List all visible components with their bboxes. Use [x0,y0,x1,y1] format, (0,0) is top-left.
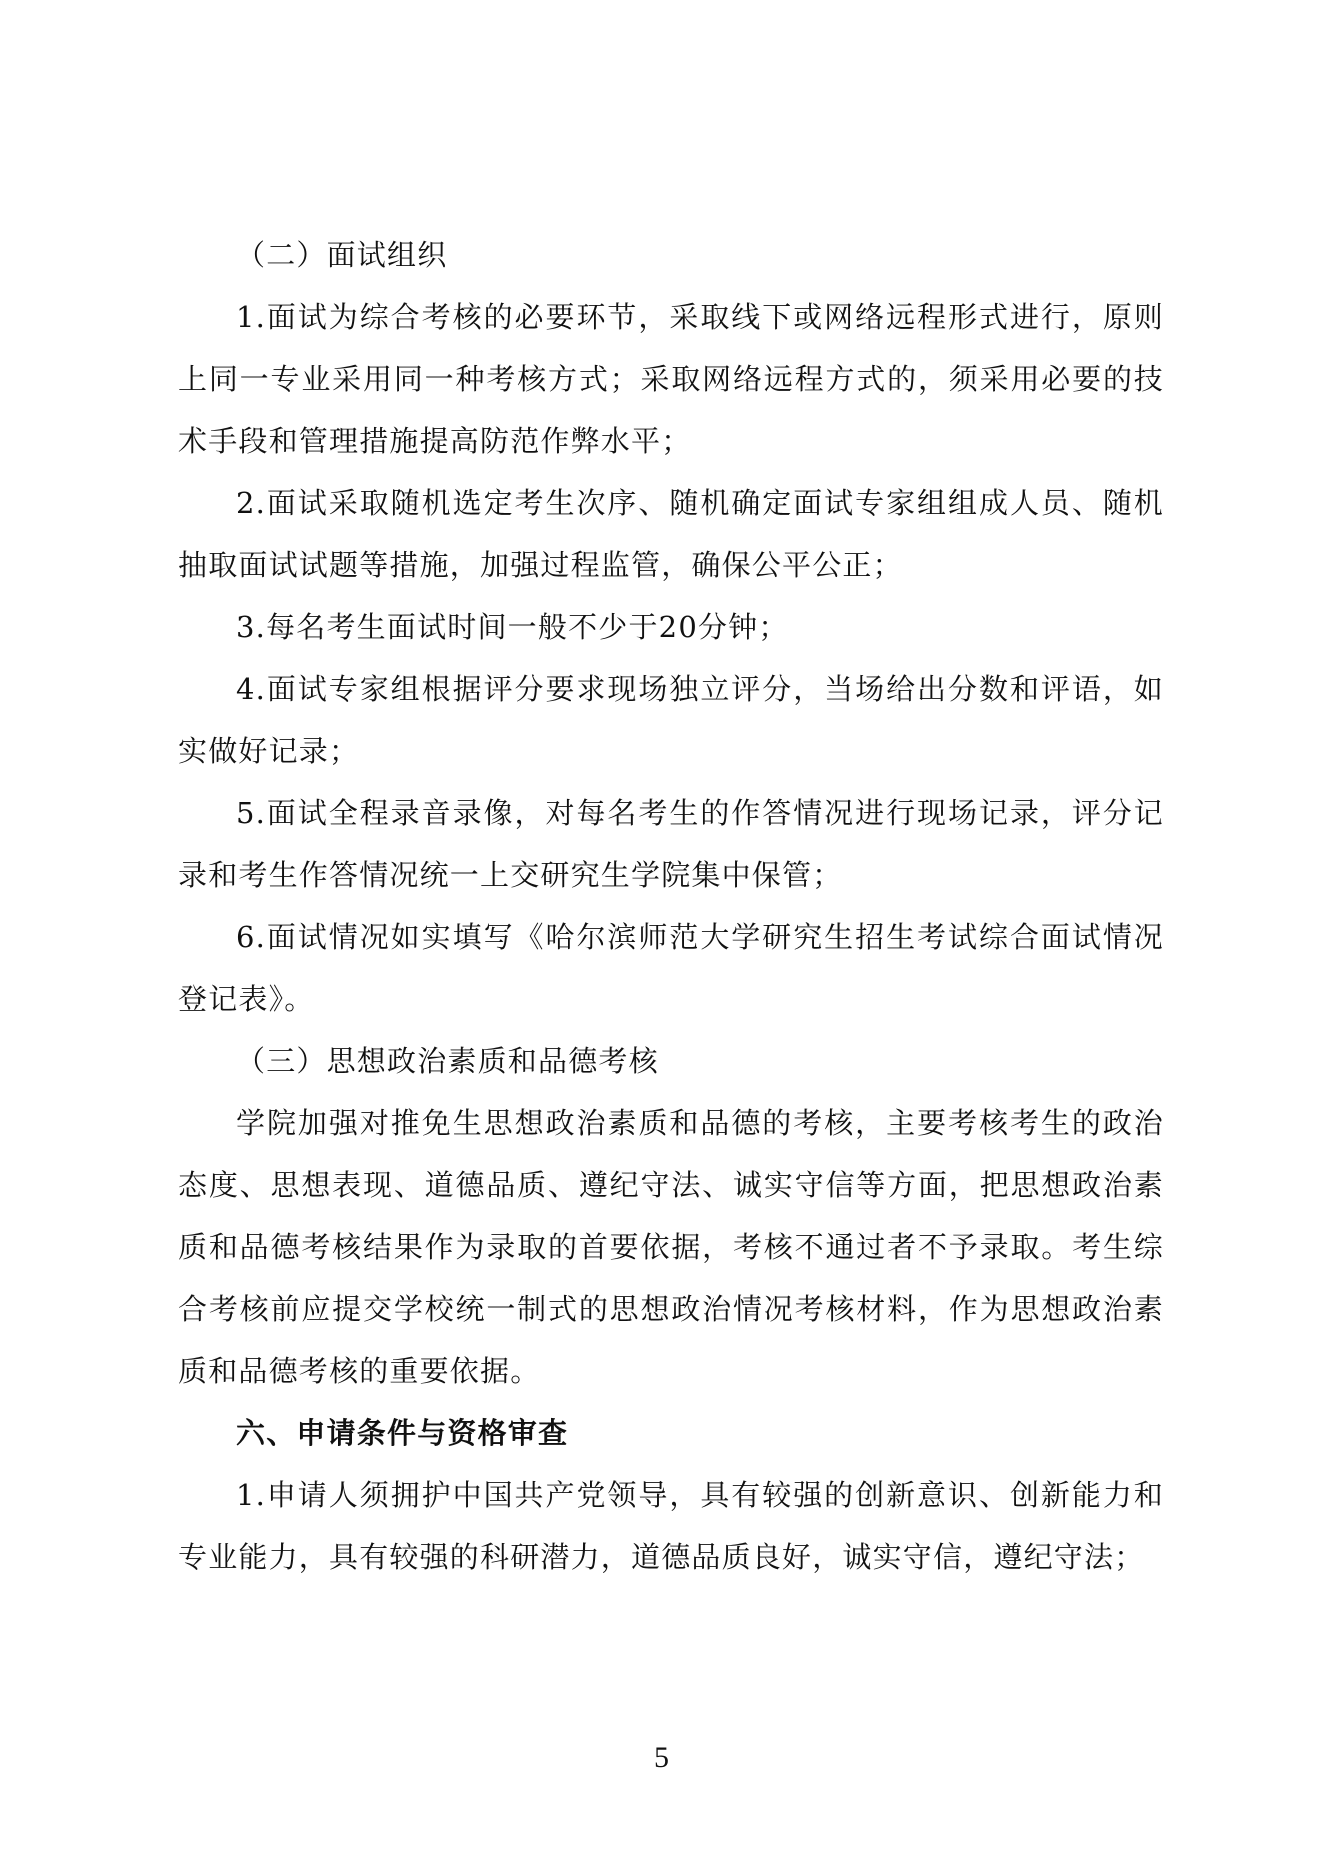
paragraph-interview-item-2: 2.面试采取随机选定考生次序、随机确定面试专家组组成人员、随机抽取面试试题等措施，加强过程监管，确保公平公正； [178,486,1164,582]
paragraph-interview-item-1: 1.面试为综合考核的必要环节，采取线下或网络远程形式进行，原则上同一专业采用同一种考核方式；采取网络远程方式的，须采用必要的技术手段和管理措施提高防范作弊水平； [178,300,1164,458]
paragraph-interview-item-4: 4.面试专家组根据评分要求现场独立评分，当场给出分数和评语，如实做好记录； [178,672,1164,768]
sub-heading-interview-organization: （二）面试组织 [236,238,448,272]
paragraph-application-item-1: 1.申请人须拥护中国共产党领导，具有较强的创新意识、创新能力和专业能力，具有较强的科研潜力，道德品质良好，诚实守信，遵纪守法； [178,1478,1164,1574]
page-number: 5 [654,1741,669,1774]
section-heading-application-conditions: 六、申请条件与资格审查 [236,1416,569,1450]
paragraph-political-moral-assessment: 学院加强对推免生思想政治素质和品德的考核，主要考核考生的政治态度、思想表现、道德品质、遵纪守法、诚实守信等方面，把思想政治素质和品德考核结果作为录取的首要依据，考核不通过者不予录取。考生综合考核前应提交学校统一制式的思想政治情况考核材料，作为思想政治素质和品德考核的重要依据。 [178,1106,1164,1388]
document-body [178,224,1164,1588]
paragraph-interview-item-5: 5.面试全程录音录像，对每名考生的作答情况进行现场记录，评分记录和考生作答情况统一上交研究生学院集中保管； [178,796,1164,892]
paragraph-interview-item-3: 3.每名考生面试时间一般不少于20分钟； [236,610,789,644]
sub-heading-political-moral-assessment: （三）思想政治素质和品德考核 [236,1044,659,1078]
paragraph-interview-item-6: 6.面试情况如实填写《哈尔滨师范大学研究生招生考试综合面试情况登记表》。 [178,920,1164,1016]
